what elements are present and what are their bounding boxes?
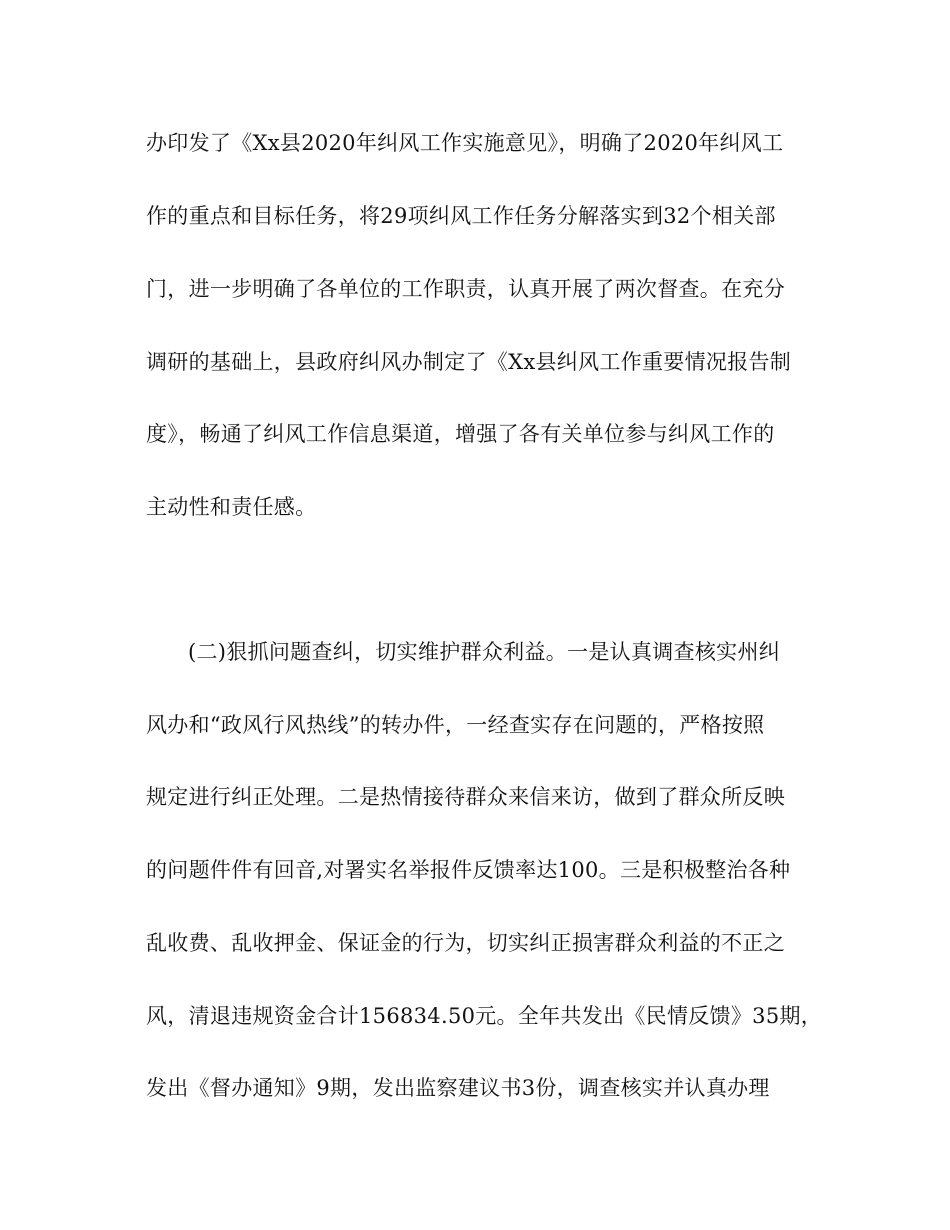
paragraph-1-line-3: 门，进一步明确了各单位的工作职责，认真开展了两次督查。在充分	[146, 277, 785, 301]
paragraph-1-line-6: 主动性和责任感。	[146, 495, 317, 519]
paragraph-2-line-5: 乱收费、乱收押金、保证金的行为，切实纠正损害群众利益的不正之	[146, 931, 785, 955]
paragraph-2-line-3: 规定进行纠正处理。二是热情接待群众来信来访，做到了群众所反映	[146, 785, 785, 809]
paragraph-2-line-7: 发出《督办通知》9期，发出监察建议书3份，调查核实并认真办理	[146, 1076, 770, 1100]
paragraph-2-line-6: 风，清退违规资金合计156834.50元。全年共发出《民情反馈》35期，	[146, 1004, 823, 1028]
paragraph-1-line-1: 办印发了《Xx县2020年纠风工作实施意见》，明确了2020年纠风工	[146, 131, 784, 155]
paragraph-2-line-2: 风办和“政风行风热线”的转办件，一经查实存在问题的，严格按照	[146, 713, 765, 737]
paragraph-2-line-1: (二)狠抓问题查纠，切实维护群众利益。一是认真调查核实州纠	[188, 640, 781, 664]
paragraph-1-line-5: 度》，畅通了纠风工作信息渠道，增强了各有关单位参与纠风工作的	[146, 422, 775, 446]
paragraph-1-line-2: 作的重点和目标任务，将29项纠风工作任务分解落实到32个相关部	[146, 204, 776, 228]
paragraph-1-line-4: 调研的基础上，县政府纠风办制定了《Xx县纠风工作重要情况报告制	[146, 350, 792, 374]
paragraph-2-line-4: 的问题件件有回音,对署实名举报件反馈率达100。三是积极整治各种	[146, 858, 791, 882]
